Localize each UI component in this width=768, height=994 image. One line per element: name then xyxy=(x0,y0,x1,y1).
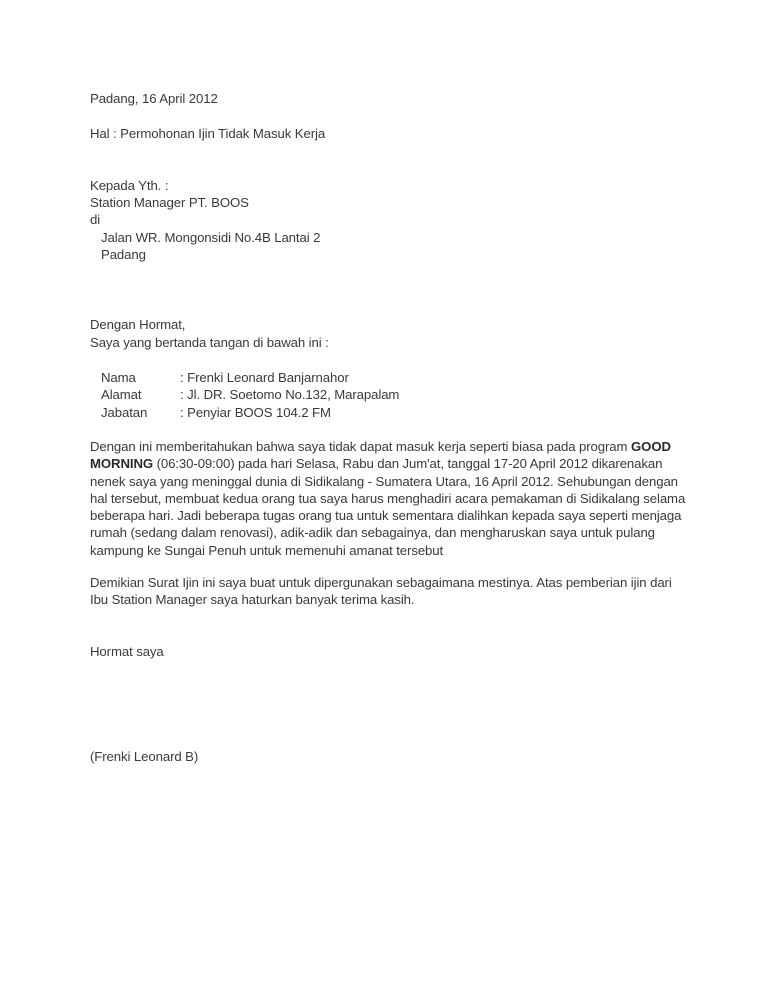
intro-line: Saya yang bertanda tangan di bawah ini : xyxy=(90,335,329,350)
identity-row-position xyxy=(101,404,331,421)
identity-label: Jabatan xyxy=(101,405,148,420)
recipient-at: di xyxy=(90,212,101,227)
identity-row-address xyxy=(101,386,399,403)
closing-paragraph: Demikian Surat Ijin ini saya buat untuk dipergunakan sebagaimana mestinya. Atas pemberian ijin dari Ibu Station Manager saya haturkan banyak terima kasih. xyxy=(90,575,672,608)
signature-name: (Frenki Leonard B) xyxy=(90,749,199,764)
recipient-to: Kepada Yth. : xyxy=(90,178,169,193)
subject-line: Hal : Permohonan Ijin Tidak Masuk Kerja xyxy=(90,126,326,141)
recipient-address-line1: Jalan WR. Mongonsidi No.4B Lantai 2 xyxy=(101,230,321,245)
recipient-name: Station Manager PT. BOOS xyxy=(90,195,249,210)
identity-value: : Jl. DR. Soetomo No.132, Marapalam xyxy=(180,387,400,402)
identity-label: Alamat xyxy=(101,387,142,402)
body-text-rest: (06:30-09:00) pada hari Selasa, Rabu dan Jum'at, tanggal 17-20 April 2012 dikarenakan nenek saya yang meninggal dunia di Sidikalang - Sumatera Utara, 16 April 2012. Sehubungan dengan hal tersebut, membuat kedua orang tua saya harus menghadiri acara pemakaman di Sidikalang selama beberapa hari. Jadi beberapa tugas orang tua untuk sementara dialihkan kepada saya seperti menjaga rumah (sedang dalam renovasi), adik-adik dan sebagainya, dan mengharuskan saya untuk pulang kampung ke Sungai Penuh untuk memenuhi amanat tersebut xyxy=(90,456,686,558)
identity-row-name xyxy=(101,369,349,386)
sign-off: Hormat saya xyxy=(90,644,164,659)
program-name: GOOD MORNING xyxy=(90,439,671,472)
recipient-address-line2: Padang xyxy=(101,247,146,262)
identity-value: : Frenki Leonard Banjarnahor xyxy=(180,370,349,385)
identity-label: Nama xyxy=(101,370,136,385)
place-date: Padang, 16 April 2012 xyxy=(90,91,218,106)
body-text-start: Dengan ini memberitahukan bahwa saya tidak dapat masuk kerja seperti biasa pada program xyxy=(90,439,631,454)
body-paragraph xyxy=(90,438,690,559)
identity-value: : Penyiar BOOS 104.2 FM xyxy=(180,405,331,420)
greeting: Dengan Hormat, xyxy=(90,317,186,332)
